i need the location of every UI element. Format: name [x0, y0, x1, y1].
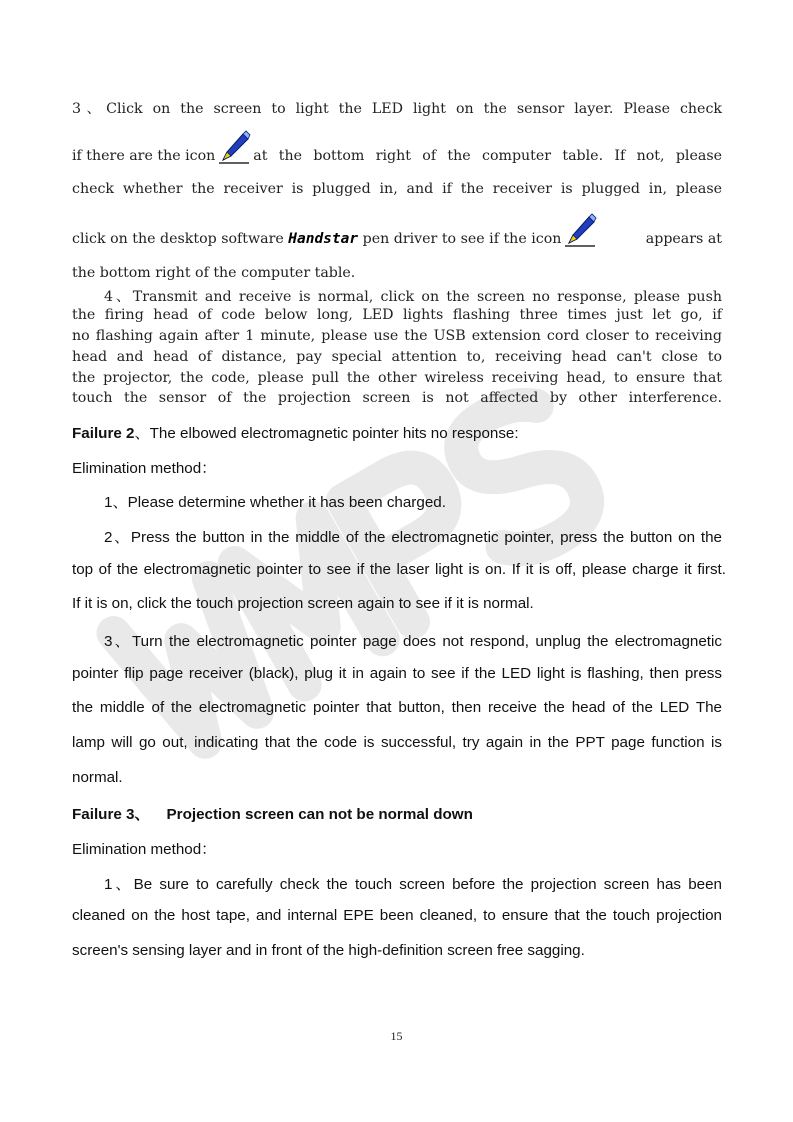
- failure2-item1: 1、Please determine whether it has been charged.: [104, 494, 446, 511]
- failure2-item2-line-1: 2、Press the button in the middle of the electromagnetic pointer, press the button on the: [104, 529, 722, 546]
- item4-line-5: the projector, the code, please pull the other wireless receiving head, to ensure that: [72, 370, 722, 386]
- pen-icon: [217, 130, 251, 166]
- failure2-item3-line-2: pointer flip page receiver (black), plug it in again to see if the LED light is flashing, then press: [72, 665, 722, 682]
- handstar-brand: Handstar: [288, 231, 359, 247]
- failure3-item1-line-1: 1、Be sure to carefully check the touch screen before the projection screen has been: [104, 876, 722, 893]
- failure3-heading: Failure 3、 Projection screen can not be normal down: [72, 806, 473, 823]
- failure2-item3-line-5: normal.: [72, 769, 123, 786]
- item4-line-3: no flashing again after 1 minute, please use the USB extension cord closer to receiving: [72, 328, 722, 344]
- failure2-label: Failure 2: [72, 425, 135, 442]
- failure2-title: 、The elbowed electromagnetic pointer hits no response:: [134, 425, 519, 442]
- item4-line-6: touch the sensor of the projection screen is not affected by other interference.: [72, 390, 722, 406]
- item3-line-5: the bottom right of the computer table.: [72, 265, 356, 281]
- item3-line-1: 3、Click on the screen to light the LED light on the sensor layer. Please check: [72, 101, 722, 117]
- item3-line-2-end: at the bottom right of the computer table. If not, please: [253, 148, 722, 164]
- failure2-method: Elimination method：: [72, 460, 217, 477]
- item3-line-4: [72, 209, 722, 249]
- item3-line-2: [72, 126, 722, 166]
- item4-line-1: 4、Transmit and receive is normal, click on the screen no response, please push: [104, 289, 722, 305]
- item4-line-4: head and head of distance, pay special attention to, receiving head can't close to: [72, 349, 722, 365]
- item3-line-3: check whether the receiver is plugged in, and if the receiver is plugged in, please: [72, 181, 722, 197]
- failure3-item1-line-3: screen's sensing layer and in front of the high-definition screen free sagging.: [72, 942, 585, 959]
- item4-line-2: the firing head of code below long, LED lights flashing three times just let go, if: [72, 307, 722, 323]
- item3-line-2-start: if there are the icon: [72, 148, 216, 164]
- failure2-item2-line-3: If it is on, click the touch projection screen again to see if it is normal.: [72, 595, 534, 612]
- failure3-item1-line-2: cleaned on the host tape, and internal EPE been cleaned, to ensure that the touch projection: [72, 907, 722, 924]
- item3-line-4-end: appears at: [645, 231, 722, 247]
- failure2-item3-line-1: 3、Turn the electromagnetic pointer page does not respond, unplug the electromagnetic: [104, 633, 722, 650]
- failure2-item3-line-3: the middle of the electromagnetic pointer that button, then receive the head of the LED The: [72, 699, 722, 716]
- failure3-method: Elimination method：: [72, 841, 217, 858]
- pen-icon: [563, 213, 597, 249]
- page-number: 15: [390, 1029, 403, 1043]
- failure2-heading: [72, 422, 722, 443]
- failure2-item2-line-2: top of the electromagnetic pointer to see if the laser light is on. If it is off, please charge it first.: [72, 561, 726, 578]
- item3-line-4-start: click on the desktop software: [72, 231, 289, 247]
- item3-line-4-mid: pen driver to see if the icon: [358, 231, 562, 247]
- failure2-item3-line-4: lamp will go out, indicating that the code is successful, try again in the PPT page function is: [72, 734, 722, 751]
